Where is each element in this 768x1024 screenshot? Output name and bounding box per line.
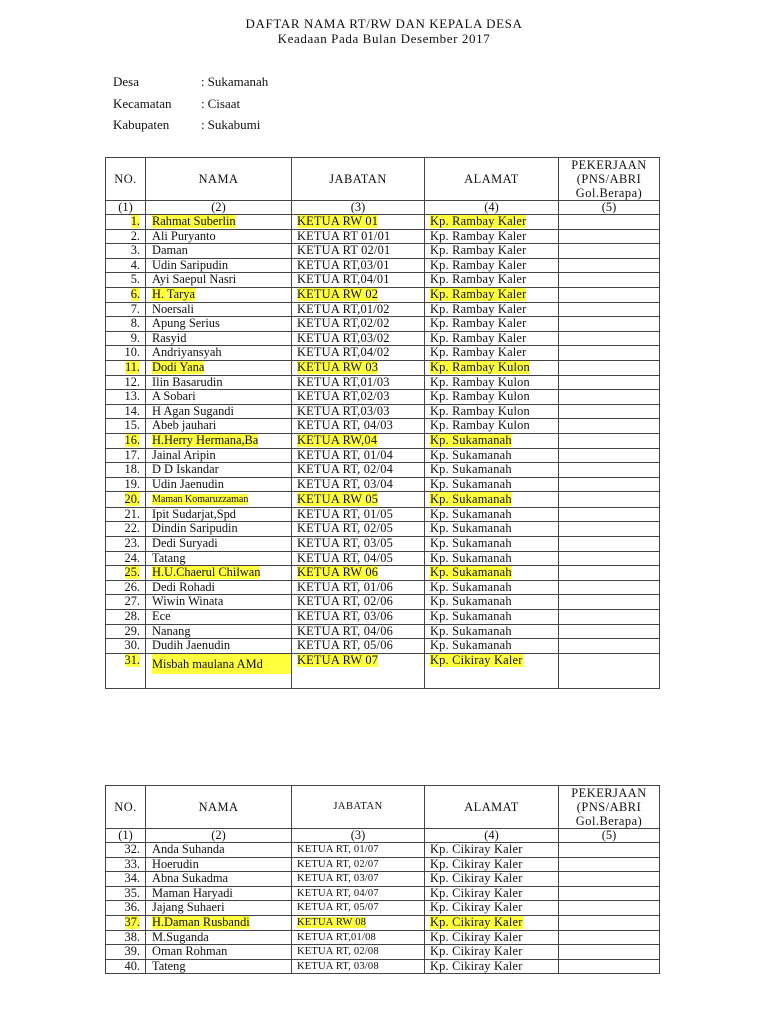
row-name: Rahmat Suberlin bbox=[152, 214, 236, 228]
row-name: Jainal Aripin bbox=[152, 448, 216, 462]
row-name: Ipit Sudarjat,Spd bbox=[152, 507, 236, 521]
row-occupation bbox=[559, 390, 660, 405]
row-address: Kp. Sukamanah bbox=[430, 551, 512, 565]
row-address: Kp. Rambay Kaler bbox=[430, 331, 527, 345]
row-address: Kp. Cikiray Kaler bbox=[430, 944, 523, 959]
row-number: 37. bbox=[124, 915, 140, 929]
row-number: 1. bbox=[130, 214, 140, 228]
table-row bbox=[106, 360, 660, 375]
row-name: Dedi Suryadi bbox=[152, 536, 218, 551]
row-occupation bbox=[559, 463, 660, 478]
row-position: KETUA RT,02/03 bbox=[297, 389, 390, 404]
row-position: KETUA RT, 01/06 bbox=[297, 580, 393, 594]
row-name: Maman Komaruzzaman bbox=[152, 494, 249, 506]
row-name: Dudih Jaenudin bbox=[152, 638, 231, 653]
row-position: KETUA RT,01/03 bbox=[297, 375, 390, 389]
column-number: (4) bbox=[425, 201, 559, 215]
info-value: Sukamanah bbox=[207, 74, 269, 89]
column-number: (5) bbox=[559, 829, 660, 843]
row-address: Kp. Rambay Kaler bbox=[430, 302, 527, 316]
row-address: Kp. Sukamanah bbox=[430, 580, 512, 594]
row-occupation bbox=[559, 945, 660, 960]
row-address: Kp. Sukamanah bbox=[430, 594, 512, 609]
row-address: Kp. Sukamanah bbox=[430, 433, 512, 447]
row-number: 23. bbox=[124, 536, 140, 551]
row-position: KETUA RW 05 bbox=[297, 491, 379, 506]
table-row bbox=[106, 610, 660, 625]
row-position: KETUA RT, 02/07 bbox=[297, 858, 379, 870]
row-occupation bbox=[559, 433, 660, 448]
column-number: (3) bbox=[292, 201, 425, 215]
row-position: KETUA RT,01/08 bbox=[297, 931, 376, 943]
row-number: 14. bbox=[124, 404, 140, 418]
row-name: Daman bbox=[152, 243, 188, 258]
row-address: Kp. Rambay Kaler bbox=[430, 214, 527, 228]
row-number: 3. bbox=[130, 243, 140, 258]
row-address: Kp. Sukamanah bbox=[430, 507, 512, 521]
table-row bbox=[106, 915, 660, 930]
row-name: Tatang bbox=[152, 551, 186, 565]
row-address: Kp. Cikiray Kaler bbox=[430, 857, 523, 871]
row-number: 32. bbox=[124, 842, 140, 856]
info-value: Sukabumi bbox=[207, 117, 261, 132]
row-occupation bbox=[559, 566, 660, 581]
row-number: 34. bbox=[124, 871, 140, 886]
table-row bbox=[106, 872, 660, 887]
row-position: KETUA RT, 01/05 bbox=[297, 507, 393, 521]
row-number: 30. bbox=[124, 638, 140, 653]
row-name: Dedi Rohadi bbox=[152, 580, 215, 594]
row-address: Kp. Rambay Kaler bbox=[430, 287, 527, 301]
row-name: H Agan Sugandi bbox=[152, 404, 234, 418]
row-position: KETUA RW,04 bbox=[297, 433, 378, 447]
table-row bbox=[106, 624, 660, 639]
row-occupation bbox=[559, 624, 660, 639]
table-row bbox=[106, 258, 660, 273]
header-jabatan: JABATAN bbox=[292, 158, 425, 201]
row-address: Kp. Cikiray Kaler bbox=[430, 842, 523, 856]
table-row bbox=[106, 959, 660, 974]
row-name: Nanang bbox=[152, 624, 191, 638]
row-number: 10. bbox=[124, 345, 140, 360]
row-occupation bbox=[559, 419, 660, 434]
row-position: KETUA RT,04/02 bbox=[297, 345, 390, 360]
table-row bbox=[106, 390, 660, 405]
document-title: DAFTAR NAMA RT/RW DAN KEPALA DESA bbox=[245, 16, 523, 31]
info-value: Cisaat bbox=[207, 96, 241, 111]
table-row bbox=[106, 492, 660, 508]
row-number: 26. bbox=[124, 580, 140, 594]
info-desa: Desa : Sukamanah bbox=[113, 74, 269, 89]
column-number: (1) bbox=[106, 829, 146, 843]
row-position: KETUA RT, 04/07 bbox=[297, 887, 379, 899]
row-position: KETUA RW 08 bbox=[297, 916, 367, 928]
row-occupation bbox=[559, 360, 660, 375]
row-number: 28. bbox=[124, 609, 140, 624]
table-row bbox=[106, 287, 660, 302]
row-name: H.Daman Rusbandi bbox=[152, 915, 250, 929]
row-position: KETUA RT, 04/05 bbox=[297, 551, 393, 565]
row-name: M.Suganda bbox=[152, 930, 209, 944]
row-name: Hoerudin bbox=[152, 857, 199, 871]
table-row bbox=[106, 580, 660, 595]
header-no: NO. bbox=[106, 786, 146, 829]
row-number: 11. bbox=[124, 360, 140, 374]
row-position: KETUA RW 01 bbox=[297, 214, 379, 228]
row-name: Dodi Yana bbox=[152, 360, 205, 374]
row-number: 2. bbox=[130, 229, 140, 243]
row-address: Kp. Sukamanah bbox=[430, 521, 512, 536]
row-name: Udin Saripudin bbox=[152, 258, 229, 272]
row-occupation bbox=[559, 244, 660, 259]
row-number: 5. bbox=[130, 272, 140, 287]
row-address: Kp. Rambay Kaler bbox=[430, 316, 527, 331]
table-row bbox=[106, 477, 660, 492]
row-number: 24. bbox=[124, 551, 140, 565]
row-name: Abeb jauhari bbox=[152, 418, 217, 433]
table-row bbox=[106, 463, 660, 478]
officials-table-1 bbox=[105, 157, 660, 689]
row-name: Udin Jaenudin bbox=[152, 477, 224, 491]
row-position: KETUA RT, 02/05 bbox=[297, 521, 393, 536]
row-name: Anda Suhanda bbox=[152, 842, 225, 856]
row-name: D D Iskandar bbox=[152, 462, 219, 477]
row-occupation bbox=[559, 610, 660, 625]
row-occupation bbox=[559, 477, 660, 492]
row-address: Kp. Cikiray Kaler bbox=[430, 915, 523, 929]
row-occupation bbox=[559, 346, 660, 361]
table-row bbox=[106, 857, 660, 872]
table-row bbox=[106, 404, 660, 419]
row-address: Kp. Sukamanah bbox=[430, 638, 512, 653]
row-number: 31. bbox=[124, 653, 140, 667]
row-address: Kp. Rambay Kulon bbox=[430, 404, 530, 418]
row-occupation bbox=[559, 653, 660, 688]
column-number: (4) bbox=[425, 829, 559, 843]
row-address: Kp. Cikiray Kaler bbox=[430, 653, 523, 667]
table-row bbox=[106, 945, 660, 960]
row-address: Kp. Cikiray Kaler bbox=[430, 900, 523, 915]
row-name: Jajang Suhaeri bbox=[152, 900, 225, 915]
row-name: Misbah maulana AMd bbox=[152, 654, 291, 674]
row-position: KETUA RT, 05/06 bbox=[297, 638, 393, 653]
row-number: 9. bbox=[130, 331, 140, 345]
table-row bbox=[106, 507, 660, 522]
row-address: Kp. Rambay Kulon bbox=[430, 418, 530, 433]
header-nama: NAMA bbox=[146, 786, 292, 829]
row-occupation bbox=[559, 537, 660, 552]
row-name: Ayi Saepul Nasri bbox=[152, 272, 237, 287]
row-number: 18. bbox=[124, 462, 140, 477]
row-occupation bbox=[559, 229, 660, 244]
row-position: KETUA RT, 04/06 bbox=[297, 624, 393, 638]
row-number: 12. bbox=[124, 375, 140, 389]
table-row bbox=[106, 537, 660, 552]
info-label: Kecamatan bbox=[113, 96, 172, 111]
row-position: KETUA RW 03 bbox=[297, 360, 379, 374]
header-nama: NAMA bbox=[146, 158, 292, 201]
row-name: H.U.Chaerul Chilwan bbox=[152, 565, 261, 580]
table-row bbox=[106, 886, 660, 901]
table-row bbox=[106, 244, 660, 259]
table-row bbox=[106, 595, 660, 610]
row-position: KETUA RT, 02/04 bbox=[297, 462, 393, 477]
row-name: Ilin Basarudin bbox=[152, 375, 223, 389]
table-row bbox=[106, 419, 660, 434]
header-alamat: ALAMAT bbox=[425, 158, 559, 201]
row-number: 21. bbox=[124, 507, 140, 521]
row-position: KETUA RT, 01/04 bbox=[297, 448, 393, 462]
row-address: Kp. Rambay Kaler bbox=[430, 243, 527, 258]
row-address: Kp. Cikiray Kaler bbox=[430, 959, 523, 973]
row-address: Kp. Rambay Kulon bbox=[430, 375, 530, 389]
row-occupation bbox=[559, 857, 660, 872]
row-address: Kp. Sukamanah bbox=[430, 477, 512, 491]
row-name: Noersali bbox=[152, 302, 194, 316]
table-row bbox=[106, 331, 660, 346]
row-occupation bbox=[559, 522, 660, 537]
row-occupation bbox=[559, 302, 660, 317]
row-position: KETUA RT,01/02 bbox=[297, 302, 390, 316]
table-row bbox=[106, 302, 660, 317]
table-row bbox=[106, 522, 660, 537]
row-number: 4. bbox=[130, 258, 140, 272]
row-occupation bbox=[559, 215, 660, 230]
row-address: Kp. Sukamanah bbox=[430, 462, 512, 477]
row-address: Kp. Cikiray Kaler bbox=[430, 886, 523, 900]
row-name: Abna Sukadma bbox=[152, 871, 229, 886]
row-position: KETUA RT, 03/07 bbox=[297, 873, 379, 885]
table-row bbox=[106, 448, 660, 463]
row-number: 22. bbox=[124, 521, 140, 536]
row-position: KETUA RT,03/01 bbox=[297, 258, 390, 272]
header-no: NO. bbox=[106, 158, 146, 201]
row-address: Kp. Sukamanah bbox=[430, 536, 512, 551]
row-occupation bbox=[559, 595, 660, 610]
row-position: KETUA RT, 03/05 bbox=[297, 536, 393, 551]
row-occupation bbox=[559, 886, 660, 901]
row-position: KETUA RT, 02/06 bbox=[297, 594, 393, 609]
table-row bbox=[106, 375, 660, 390]
table-row bbox=[106, 317, 660, 332]
document-subtitle: Keadaan Pada Bulan Desember 2017 bbox=[277, 31, 491, 46]
row-position: KETUA RT, 02/08 bbox=[297, 946, 379, 958]
row-position: KETUA RT, 01/07 bbox=[297, 844, 379, 855]
row-name: H. Tarya bbox=[152, 287, 195, 301]
row-address: Kp. Cikiray Kaler bbox=[430, 871, 523, 886]
row-occupation bbox=[559, 580, 660, 595]
row-address: Kp. Sukamanah bbox=[430, 448, 512, 462]
table-row bbox=[106, 215, 660, 230]
row-name: A Sobari bbox=[152, 389, 196, 404]
row-address: Kp. Rambay Kulon bbox=[430, 360, 530, 374]
table-row bbox=[106, 930, 660, 945]
row-number: 17. bbox=[124, 448, 140, 462]
row-name: Ali Puryanto bbox=[152, 229, 216, 243]
row-number: 16. bbox=[124, 433, 140, 447]
row-position: KETUA RW 06 bbox=[297, 565, 379, 580]
row-number: 20. bbox=[124, 491, 140, 506]
row-number: 38. bbox=[124, 930, 140, 944]
row-number: 39. bbox=[124, 944, 140, 959]
row-address: Kp. Sukamanah bbox=[430, 565, 512, 580]
officials-table-2 bbox=[105, 785, 660, 974]
row-position: KETUA RT, 03/08 bbox=[297, 960, 379, 972]
info-kecamatan: Kecamatan : Cisaat bbox=[113, 96, 241, 111]
row-occupation bbox=[559, 375, 660, 390]
row-occupation bbox=[559, 639, 660, 654]
table-row bbox=[106, 566, 660, 581]
row-address: Kp. Sukamanah bbox=[430, 624, 512, 638]
row-occupation bbox=[559, 901, 660, 916]
table-row bbox=[106, 433, 660, 448]
row-number: 36. bbox=[124, 900, 140, 915]
row-address: Kp. Rambay Kaler bbox=[430, 229, 527, 243]
row-occupation bbox=[559, 258, 660, 273]
row-occupation bbox=[559, 507, 660, 522]
row-address: Kp. Rambay Kaler bbox=[430, 272, 527, 287]
row-occupation bbox=[559, 915, 660, 930]
table-row bbox=[106, 551, 660, 566]
info-label: Kabupaten bbox=[113, 117, 170, 132]
row-name: Maman Haryadi bbox=[152, 886, 233, 900]
row-occupation bbox=[559, 287, 660, 302]
row-position: KETUA RT, 03/04 bbox=[297, 477, 393, 491]
row-position: KETUA RT 02/01 bbox=[297, 243, 391, 258]
row-address: Kp. Sukamanah bbox=[430, 609, 512, 624]
row-name: Dindin Saripudin bbox=[152, 521, 238, 536]
row-number: 25. bbox=[124, 565, 140, 580]
row-address: Kp. Rambay Kulon bbox=[430, 389, 530, 404]
row-number: 40. bbox=[124, 959, 140, 973]
header-pekerjaan: PEKERJAAN (PNS/ABRI Gol.Berapa) bbox=[559, 158, 660, 201]
row-occupation bbox=[559, 930, 660, 945]
row-name: Wiwin Winata bbox=[152, 594, 224, 609]
info-label: Desa bbox=[113, 74, 139, 89]
row-occupation bbox=[559, 872, 660, 887]
row-occupation bbox=[559, 959, 660, 974]
row-number: 6. bbox=[130, 287, 140, 301]
column-number: (5) bbox=[559, 201, 660, 215]
row-position: KETUA RT, 03/06 bbox=[297, 609, 393, 624]
row-position: KETUA RT,04/01 bbox=[297, 272, 390, 287]
row-occupation bbox=[559, 551, 660, 566]
table-row bbox=[106, 346, 660, 361]
info-kabupaten: Kabupaten : Sukabumi bbox=[113, 117, 261, 132]
row-address: Kp. Sukamanah bbox=[430, 491, 512, 506]
row-number: 29. bbox=[124, 624, 140, 638]
row-occupation bbox=[559, 317, 660, 332]
row-number: 7. bbox=[130, 302, 140, 316]
row-number: 19. bbox=[124, 477, 140, 491]
row-number: 33. bbox=[124, 857, 140, 871]
row-occupation bbox=[559, 331, 660, 346]
header-jabatan: JABATAN bbox=[292, 786, 425, 829]
row-number: 15. bbox=[124, 418, 140, 433]
row-name: Tateng bbox=[152, 959, 186, 973]
row-name: Rasyid bbox=[152, 331, 187, 345]
row-position: KETUA RT, 04/03 bbox=[297, 418, 393, 433]
row-number: 35. bbox=[124, 886, 140, 900]
row-name: H.Herry Hermana,Ba bbox=[152, 433, 259, 447]
table-row bbox=[106, 273, 660, 288]
row-name: Andriyansyah bbox=[152, 345, 222, 360]
row-name: Apung Serius bbox=[152, 316, 220, 331]
row-position: KETUA RT, 05/07 bbox=[297, 902, 379, 914]
row-occupation bbox=[559, 843, 660, 858]
table-row bbox=[106, 843, 660, 858]
row-position: KETUA RT 01/01 bbox=[297, 229, 391, 243]
row-address: Kp. Rambay Kaler bbox=[430, 258, 527, 272]
row-occupation bbox=[559, 273, 660, 288]
row-number: 8. bbox=[130, 316, 140, 331]
column-number: (1) bbox=[106, 201, 146, 215]
table-row bbox=[106, 639, 660, 654]
column-number: (2) bbox=[146, 829, 292, 843]
table-row bbox=[106, 653, 660, 688]
row-position: KETUA RT,03/02 bbox=[297, 331, 390, 345]
row-address: Kp. Rambay Kaler bbox=[430, 345, 527, 360]
column-number: (2) bbox=[146, 201, 292, 215]
table-row bbox=[106, 229, 660, 244]
row-position: KETUA RW 02 bbox=[297, 287, 379, 301]
table-row bbox=[106, 901, 660, 916]
row-position: KETUA RW 07 bbox=[297, 653, 379, 667]
row-number: 13. bbox=[124, 389, 140, 404]
header-pekerjaan: PEKERJAAN (PNS/ABRI Gol.Berapa) bbox=[559, 786, 660, 829]
column-number: (3) bbox=[292, 829, 425, 843]
row-address: Kp. Cikiray Kaler bbox=[430, 930, 523, 944]
row-number: 27. bbox=[124, 594, 140, 609]
row-position: KETUA RT,02/02 bbox=[297, 316, 390, 331]
row-name: Oman Rohman bbox=[152, 944, 228, 959]
row-occupation bbox=[559, 492, 660, 508]
row-position: KETUA RT,03/03 bbox=[297, 404, 390, 418]
row-name: Ece bbox=[152, 609, 171, 624]
row-occupation bbox=[559, 448, 660, 463]
header-alamat: ALAMAT bbox=[425, 786, 559, 829]
row-occupation bbox=[559, 404, 660, 419]
